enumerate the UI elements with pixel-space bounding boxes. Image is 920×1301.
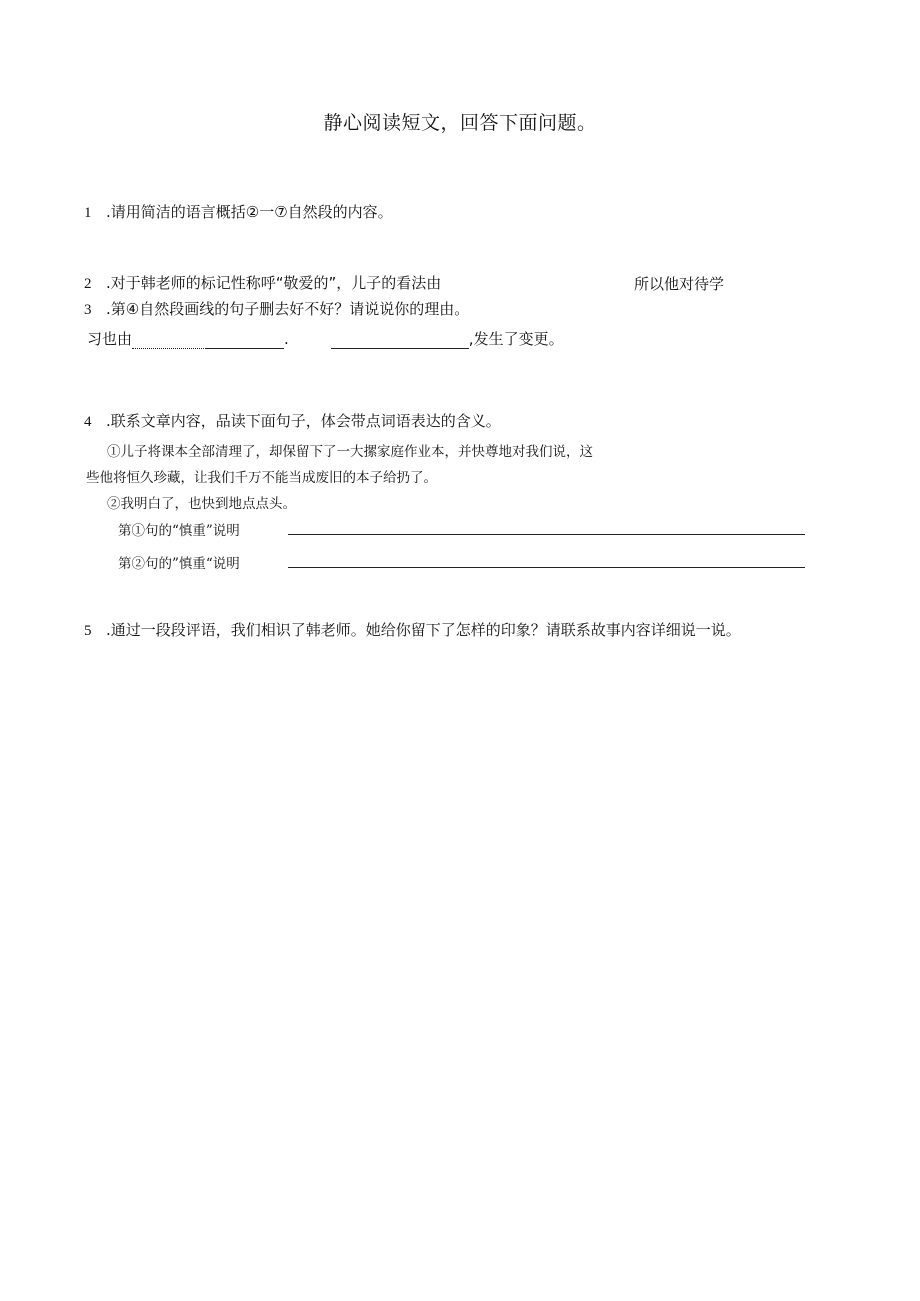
question-2-continuation (87, 328, 564, 349)
page-title: 静心阅读短文，回答下面问题。 (323, 112, 597, 134)
question-text: .联系文章内容，品读下面句子，体会带点词语表达的含义。 (106, 412, 501, 430)
question-2 (84, 272, 441, 293)
answer-1-line[interactable] (288, 534, 805, 535)
question-1 (84, 201, 393, 222)
answer-2-line[interactable] (288, 567, 805, 568)
question-2-text-right: 所以他对待学 (634, 275, 725, 293)
answer-blank-2[interactable] (206, 334, 284, 349)
continuation-prefix: 习也由 (87, 330, 133, 348)
sentence-2: ②我明白了，也快到地点点头。 (107, 496, 296, 512)
continuation-suffix: ,发生了变更。 (468, 330, 564, 348)
question-5 (84, 619, 741, 640)
sentence-1-line-1: ①儿子将课本全部清理了，却保留下了一大摞家庭作业本，并快尊地对我们说，这 (107, 444, 593, 460)
question-number: 3 (84, 302, 92, 318)
sentence-1-line-2: 些他将恒久珍藏，让我们千万不能当成废旧的本子给扔了。 (86, 470, 437, 486)
question-number: 2 (84, 276, 92, 292)
question-4 (84, 410, 501, 431)
answer-2-label: 第②句的”慎重“说明 (118, 556, 240, 572)
answer-blank-3[interactable] (331, 334, 469, 349)
question-text: .请用简洁的语言概括②一⑦自然段的内容。 (106, 203, 393, 221)
question-3 (84, 298, 469, 319)
answer-1-label: 第①句的“慎重”说明 (118, 523, 240, 539)
question-number: 1 (84, 205, 92, 221)
continuation-mid: . (284, 330, 289, 348)
question-text: .第④自然段画线的句子删去好不好？请说说你的理由。 (106, 300, 470, 318)
question-number: 4 (84, 414, 92, 430)
question-text: .对于韩老师的标记性称呼“敬爱的”，儿子的看法由 (106, 274, 442, 292)
question-text: .通过一段段评语，我们相识了韩老师。她给你留下了怎样的印象？请联系故事内容详细说一说。 (106, 621, 741, 639)
answer-blank-1[interactable] (132, 334, 206, 349)
question-number: 5 (84, 623, 92, 639)
